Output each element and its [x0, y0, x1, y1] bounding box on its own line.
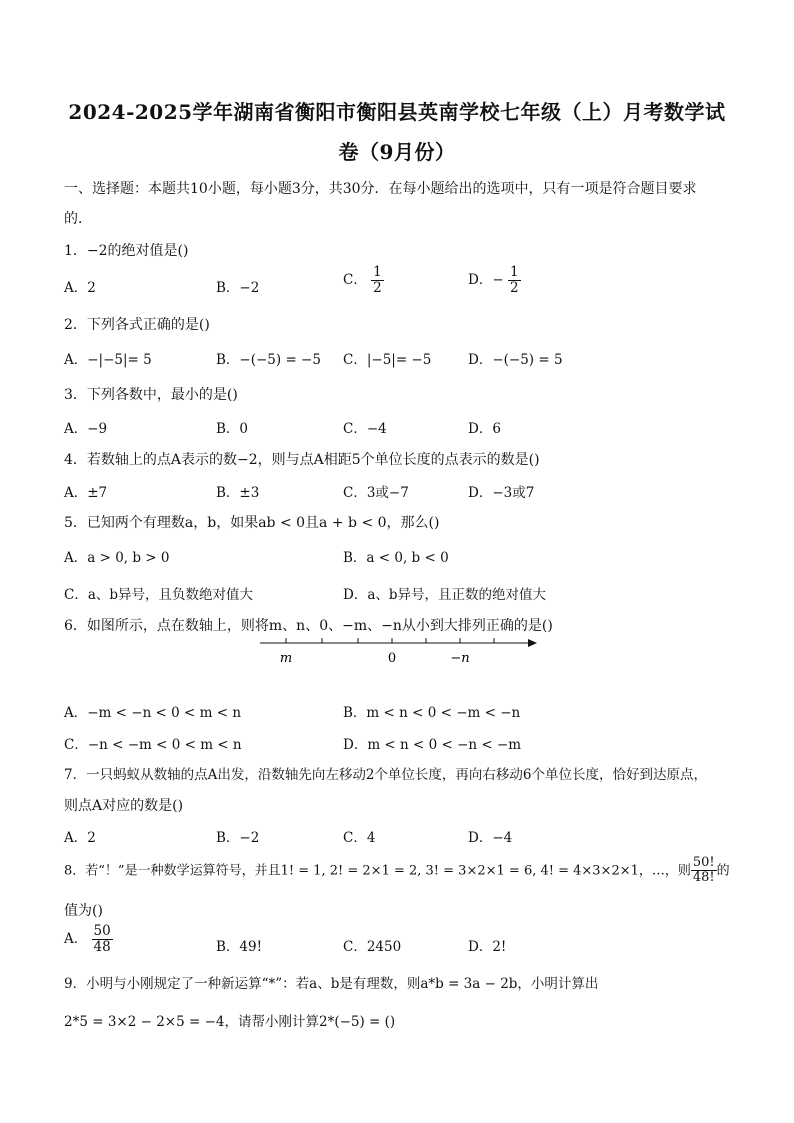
- exam-title-line1: 2024-2025学年湖南省衡阳市衡阳县英南学校七年级（上）月考数学试: [68, 100, 726, 124]
- q5-option-b: B．a < 0, b < 0: [343, 550, 449, 566]
- exam-title-line2: 卷（9月份）: [338, 140, 456, 164]
- q7-option-a: A．2: [64, 830, 96, 846]
- q9-stem-line1: 9．小明与小刚规定了一种新运算“*”：若a、b是有理数，则a*b = 3a − 2b，小明计算出: [64, 976, 599, 992]
- fraction-numerator: 1: [509, 264, 519, 280]
- q6-option-a: A．−m < −n < 0 < m < n: [64, 705, 242, 721]
- q8-option-a-prefix: A．: [64, 930, 88, 947]
- number-line-label-m: m: [279, 651, 293, 666]
- q5-option-d: D．a、b异号，且正数的绝对值大: [343, 587, 547, 603]
- section-instructions-line2: 的．: [64, 211, 92, 227]
- q3-option-a: A．−9: [64, 421, 108, 437]
- q7-option-b: B．−2: [216, 830, 260, 846]
- q7-option-d: D．−4: [468, 830, 513, 846]
- q2-option-c: C．|−5|= −5: [343, 352, 432, 368]
- number-line-arrow-icon: [528, 639, 537, 647]
- q3-option-b: B．0: [216, 421, 249, 437]
- q6-option-d: D．m < n < 0 < −n < −m: [343, 737, 522, 753]
- q5-option-a: A．a > 0, b > 0: [64, 550, 170, 566]
- q8-stem-line1: [64, 856, 730, 886]
- q2-option-d: D．−(−5) = 5: [468, 352, 563, 368]
- q6-option-c: C．−n < −m < 0 < m < n: [64, 737, 242, 753]
- fraction-denominator: 2: [373, 279, 382, 296]
- q1-option-c-fraction: [371, 265, 384, 296]
- q4-option-b: B．±3: [216, 485, 260, 501]
- q5-stem: 5．已知两个有理数a，b，如果ab < 0且a + b < 0，那么(): [64, 515, 440, 531]
- q9-stem-line2: 2*5 = 3×2 − 2×5 = −4，请帮小刚计算2*(−5) = (): [64, 1014, 396, 1030]
- q5-option-c: C．a、b异号，且负数绝对值大: [64, 587, 254, 603]
- q7-stem-line2: 则点A对应的数是(): [64, 798, 184, 814]
- q1-option-a: A．2: [64, 280, 96, 296]
- q8-stem-tail: 的: [716, 863, 730, 879]
- q1-option-d: [468, 265, 521, 296]
- q4-stem: 4．若数轴上的点A表示的数−2，则与点A相距5个单位长度的点表示的数是(): [64, 452, 540, 468]
- q8-option-a: [64, 924, 113, 955]
- section-instructions-line1: 一、选择题：本题共10小题，每小题3分，共30分．在每小题给出的选项中，只有一项是符合题目要求: [64, 181, 697, 197]
- q2-option-b: B．−(−5) = −5: [216, 352, 321, 368]
- q7-option-c: C．4: [343, 830, 376, 846]
- q2-option-a: A．−|−5|= 5: [64, 352, 152, 368]
- q4-option-d: D．−3或7: [468, 485, 535, 501]
- fraction-denominator: 48: [93, 938, 111, 955]
- q8-stem-fraction: [691, 856, 717, 886]
- q4-option-a: A．±7: [64, 485, 108, 501]
- q1-option-c: [343, 265, 384, 296]
- q6-option-b: B．m < n < 0 < −m < −n: [343, 705, 521, 721]
- q8-option-c: C．2450: [343, 939, 402, 955]
- q3-stem: 3．下列各数中，最小的是(): [64, 387, 238, 403]
- fraction-numerator: 50!: [692, 855, 715, 870]
- number-line-label-zero: 0: [387, 651, 397, 666]
- q8-stem-text: 8．若“！”是一种数学运算符号，并且1! = 1, 2! = 2×1 = 2, 3! = 3×2×1 = 6, 4! = 4×3×2×1，…，则: [64, 863, 691, 879]
- q1-option-d-prefix: D．−: [468, 271, 504, 288]
- q6-stem: 6．如图所示，点在数轴上，则将m、n、0、−m、−n从小到大排列正确的是(): [64, 618, 553, 634]
- q4-option-c: C．3或−7: [343, 485, 409, 501]
- q1-stem: 1．−2的绝对值是(): [64, 243, 189, 259]
- q1-option-b: B．−2: [216, 280, 260, 296]
- q2-stem: 2．下列各式正确的是(): [64, 317, 210, 333]
- number-line-ticks: [286, 638, 494, 643]
- q8-option-d: D．2!: [468, 939, 507, 955]
- q1-option-d-fraction: [508, 265, 521, 296]
- q1-option-c-prefix: C．: [343, 271, 367, 288]
- fraction-numerator: 50: [93, 923, 111, 939]
- q8-stem-line2: 值为(): [64, 903, 103, 919]
- number-line-label-neg-n: −n: [450, 651, 470, 666]
- q7-stem-line1: 7．一只蚂蚁从数轴的点A出发，沿数轴先向左移动2个单位长度，再向右移动6个单位长度，恰好到达原点，: [64, 767, 708, 783]
- q8-option-a-fraction: [92, 924, 113, 955]
- q3-option-c: C．−4: [343, 421, 387, 437]
- fraction-denominator: 2: [509, 279, 519, 296]
- q8-option-b: B．49!: [216, 939, 263, 955]
- fraction-numerator: 1: [373, 264, 382, 280]
- fraction-denominator: 48!: [692, 870, 715, 886]
- q6-number-line: [258, 634, 538, 668]
- q3-option-d: D．6: [468, 421, 501, 437]
